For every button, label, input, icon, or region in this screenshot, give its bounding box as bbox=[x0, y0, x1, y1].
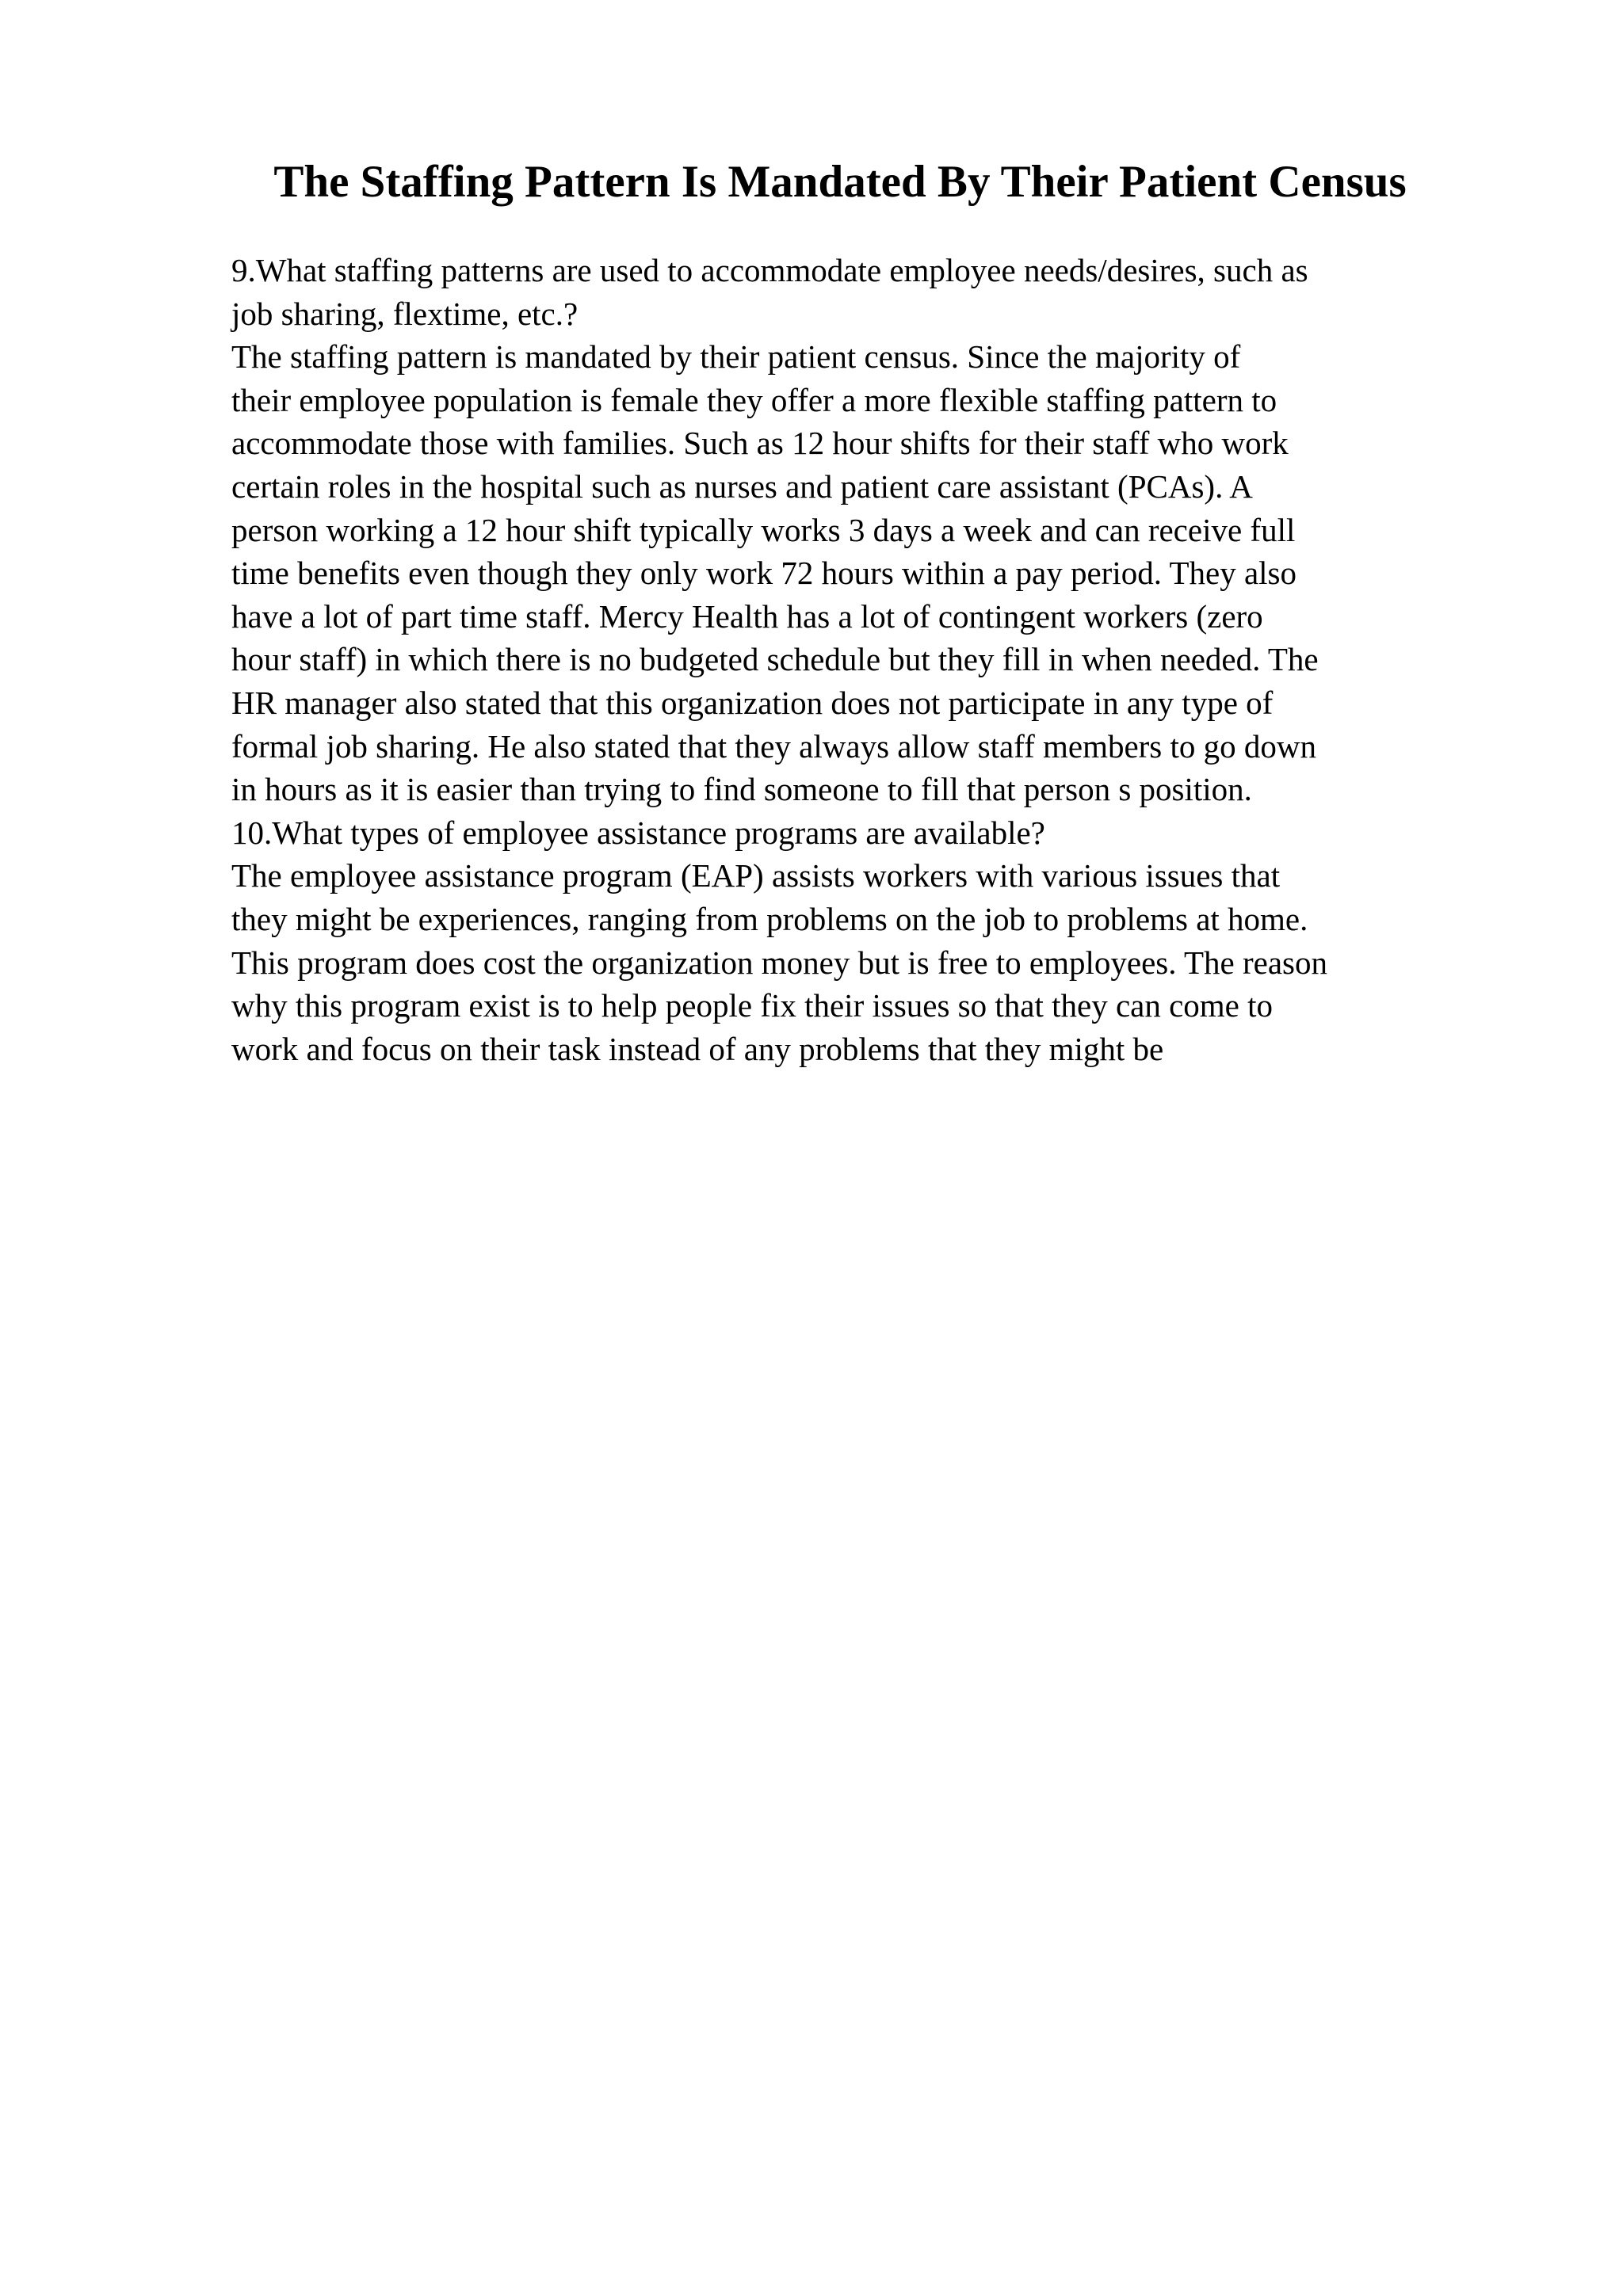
text-line: they might be experiences, ranging from problems on the job to problems at home. bbox=[231, 900, 1308, 937]
page-title: The Staffing Pattern Is Mandated By Their Patient Census bbox=[273, 157, 1407, 207]
text-line: The employee assistance program (EAP) assists workers with various issues that bbox=[231, 857, 1281, 894]
text-line: in hours as it is easier than trying to find someone to fill that person s position. bbox=[231, 771, 1252, 808]
text-line: job sharing, flextime, etc.? bbox=[231, 295, 579, 332]
text-line: formal job sharing. He also stated that they always allow staff members to go down bbox=[231, 727, 1317, 765]
text-line: 9.What staffing patterns are used to accommodate employee needs/desires, such as bbox=[231, 252, 1308, 288]
text-line: hour staff) in which there is no budgeted schedule but they fill in when needed. The bbox=[231, 641, 1319, 678]
text-line: accommodate those with families. Such as 12 hour shifts for their staff who work bbox=[231, 425, 1289, 462]
text-line: have a lot of part time staff. Mercy Health has a lot of contingent workers (zero bbox=[231, 597, 1263, 635]
text-line: person working a 12 hour shift typically works 3 days a week and can receive full bbox=[231, 511, 1296, 548]
text-line: This program does cost the organization money but is free to employees. The reason bbox=[231, 944, 1328, 981]
text-line: HR manager also stated that this organization does not participate in any type of bbox=[231, 684, 1274, 721]
text-line: The staffing pattern is mandated by their patient census. Since the majority of bbox=[231, 338, 1241, 376]
text-line: their employee population is female they offer a more flexible staffing pattern to bbox=[231, 381, 1277, 418]
text-line: work and focus on their task instead of any problems that they might be bbox=[231, 1030, 1164, 1067]
body-text bbox=[231, 249, 1499, 1070]
text-line: certain roles in the hospital such as nurses and patient care assistant (PCAs). A bbox=[231, 467, 1253, 505]
text-line: 10.What types of employee assistance programs are available? bbox=[231, 814, 1045, 851]
text-line: why this program exist is to help people fix their issues so that they can come to bbox=[231, 987, 1274, 1024]
text-line: time benefits even though they only work 72 hours within a pay period. They also bbox=[231, 555, 1297, 592]
